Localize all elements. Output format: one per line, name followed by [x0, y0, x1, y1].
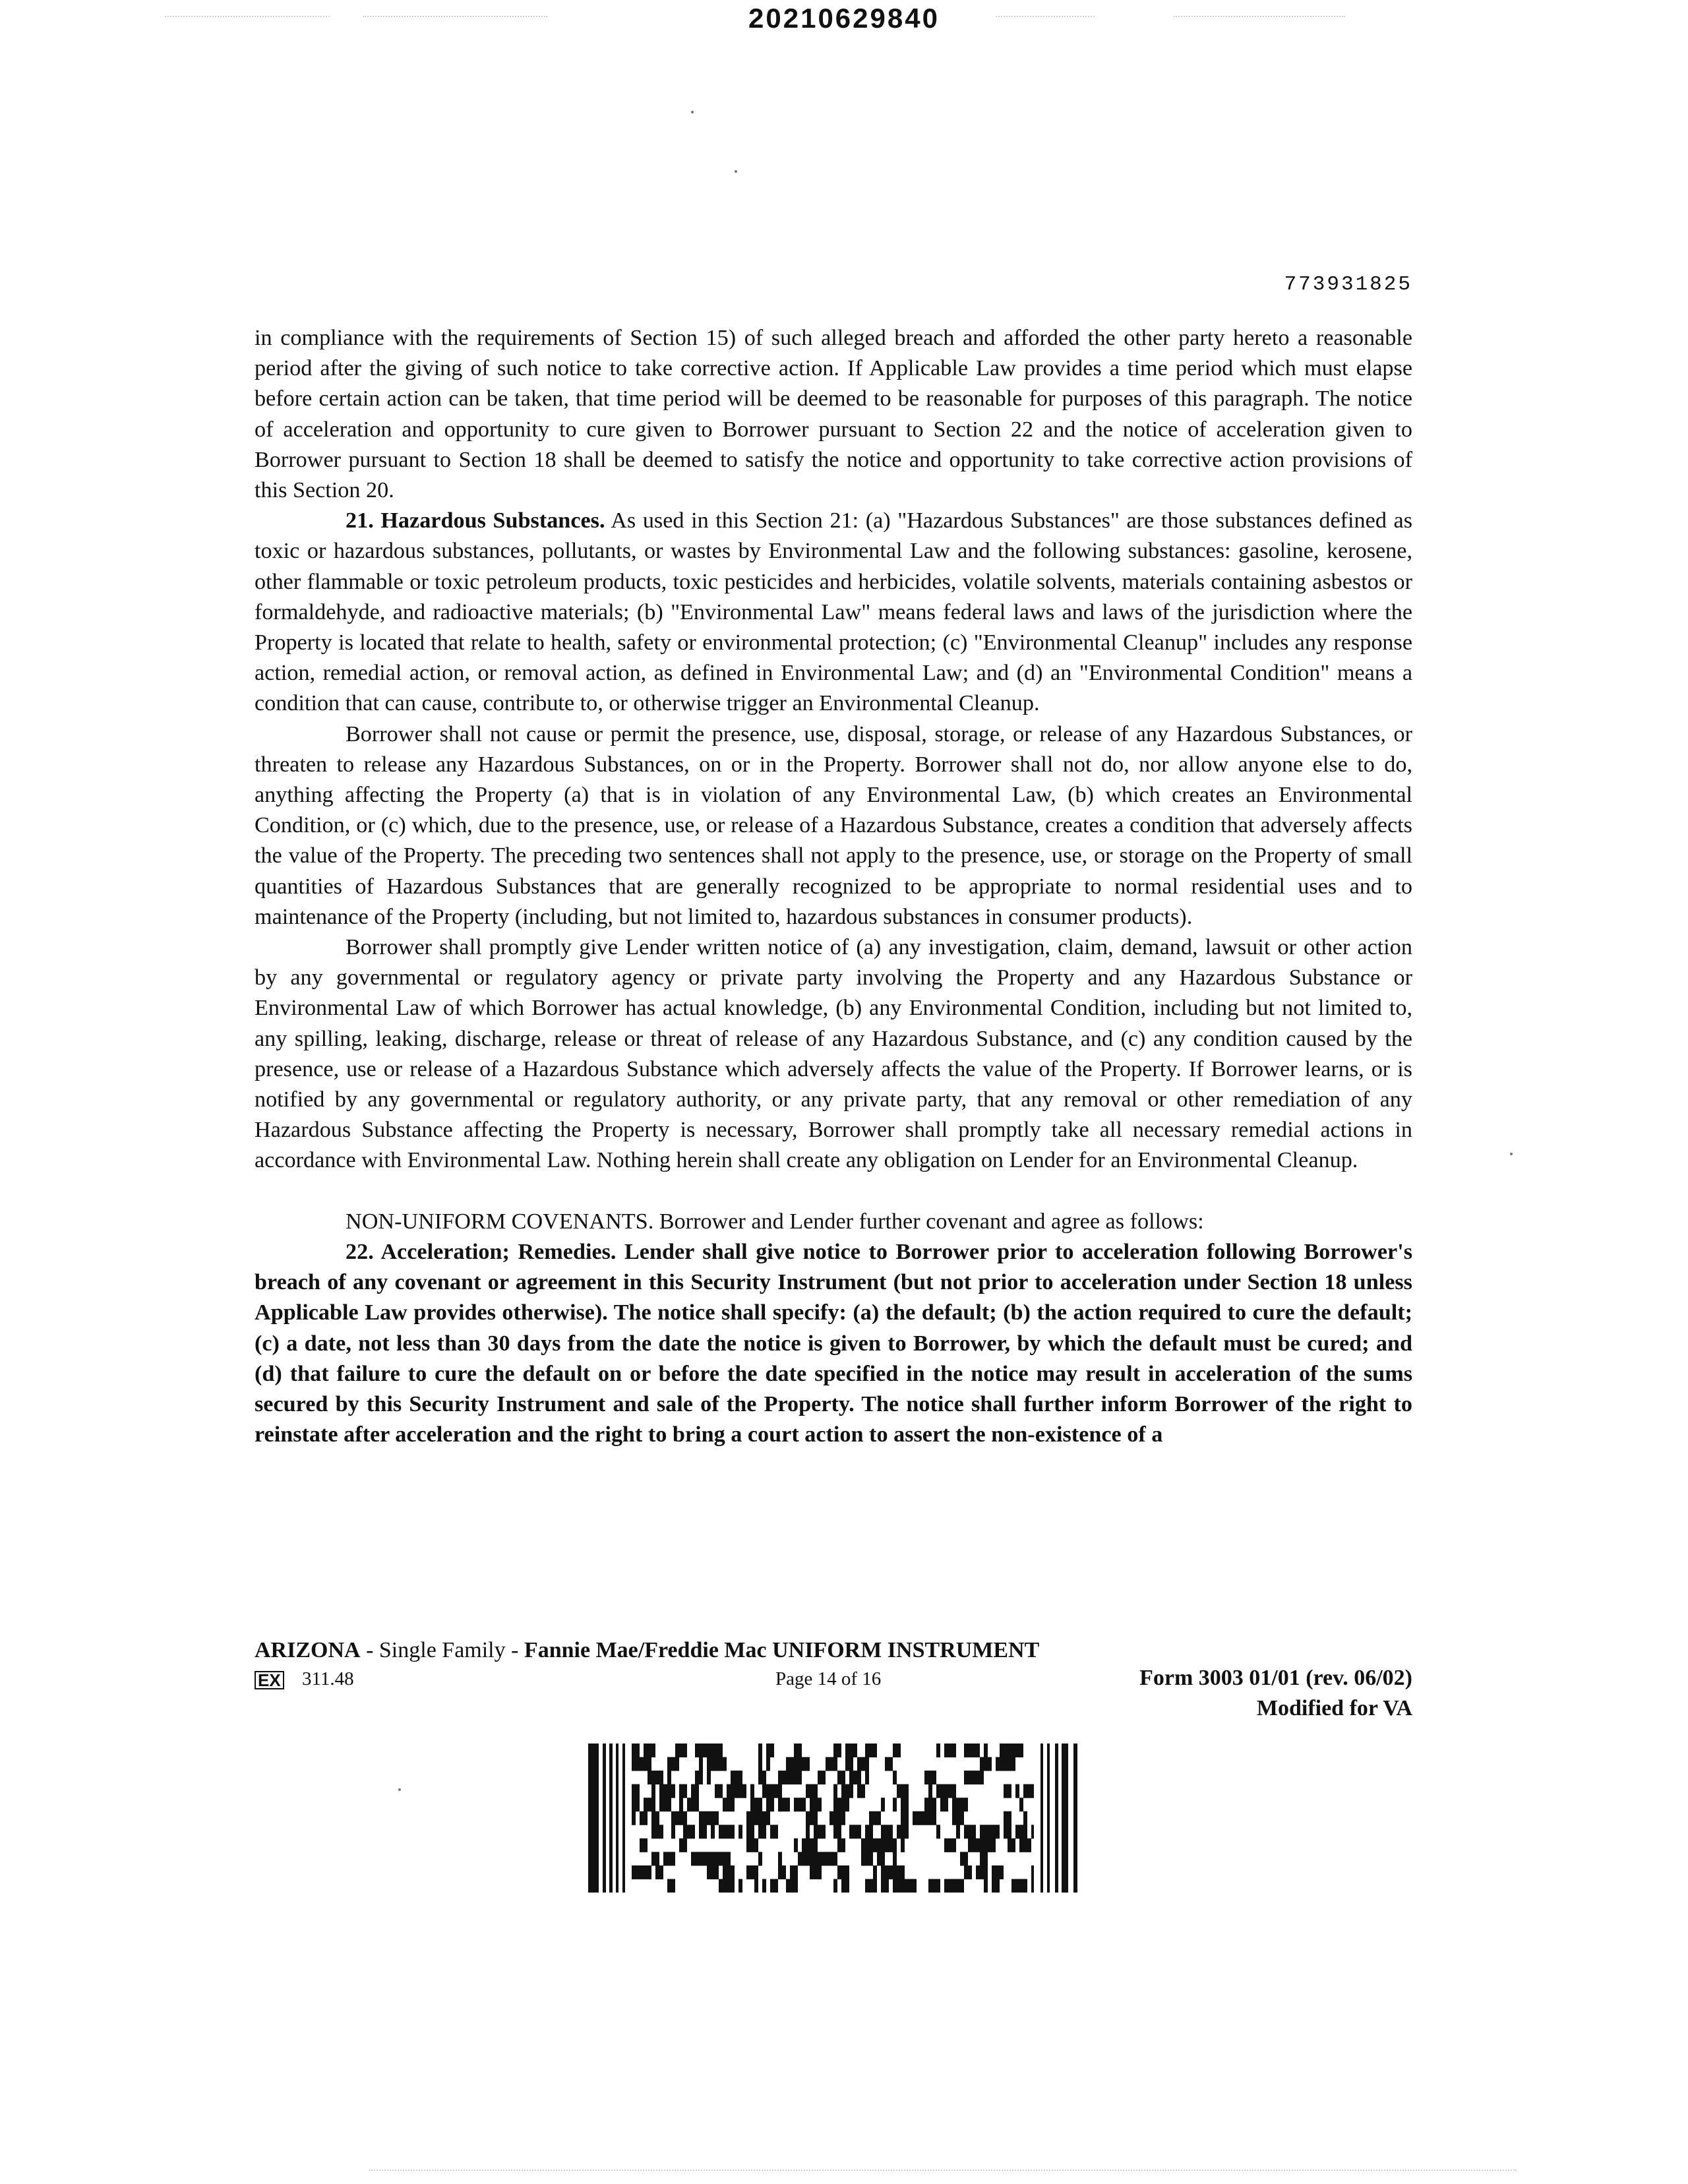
non-uniform-covenants: NON-UNIFORM COVENANTS. Borrower and Lender further covenant and agree as follows: [346, 1209, 1204, 1234]
pdf417-barcode [588, 1744, 1079, 1893]
section-20-continuation: in compliance with the requirements of Section 15) of such alleged breach and afforded the other party hereto a reasonable period after the giving of such notice to take corrective action. If Applicable Law provides a time period which must elapse before certain action can be taken, that time period will be deemed to be reasonable for purposes of this paragraph. The notice of acceleration and opportunity to cure given to Borrower pursuant to Section 22 and the notice of acceleration given to Borrower pursuant to Section 18 shall be deemed to satisfy the notice and opportunity to take corrective action provisions of this Section 20. [255, 326, 1412, 503]
ex-logo: EX [255, 1671, 284, 1689]
page-number: Page 14 of 16 [775, 1668, 882, 1689]
form-type: - Single Family - [360, 1638, 524, 1662]
scan-speck [691, 111, 694, 113]
section-21-text: As used in this Section 21: (a) "Hazardous Substances" are those substances defined as toxic or hazardous substances, pollutants, or wastes by Environmental Law and the following substances: gasoline, kerosene, other flammable or toxic petroleum products, toxic pesticides and herbicides, volatile solvents, materials containing asbestos or formaldehyde, and radioactive materials; (b) "Environmental Law" means federal laws and laws of the jurisdiction where the Property is located that relate to health, safety or environmental protection; (c) "Environmental Cleanup" includes any response action, remedial action, or removal action, as defined in Environmental Law; and (d) an "Environmental Condition" means a condition that can cause, contribute to, or otherwise trigger an Environmental Cleanup. [255, 508, 1412, 716]
form-state: ARIZONA [255, 1638, 361, 1662]
hazardous-prohibition-paragraph: Borrower shall not cause or permit the presence, use, disposal, storage, or release of any Hazardous Substances, or threaten to release any Hazardous Substances, on or in the Property. Borrower shall not do, nor allow anyone else to do, anything affecting the Property (a) that is in violation of any Environmental Law, (b) which creates an Environmental Condition, or (c) which, due to the presence, use, or release of a Hazardous Substance, creates a condition that adversely affects the value of the Property. The preceding two sentences shall not apply to the presence, use, or storage on the Property of small quantities of Hazardous Substances that are generally recognized to be appropriate to normal residential uses and to maintenance of the Property (including, but not limited to, hazardous substances in consumer products). [255, 721, 1412, 929]
form-instrument: Fannie Mae/Freddie Mac UNIFORM INSTRUMENT [524, 1638, 1040, 1662]
section-21-heading: 21. Hazardous Substances. [346, 508, 605, 533]
form-code: 311.48 [302, 1668, 354, 1689]
hazardous-notice-paragraph: Borrower shall promptly give Lender written notice of (a) any investigation, claim, demand, lawsuit or other action by any governmental or regulatory agency or private party involving the Property and any Hazardous Substance or Environmental Law of which Borrower has actual knowledge, (b) any Environmental Condition, including but not limited to, any spilling, leaking, discharge, release or threat of release of any Hazardous Substance, and (c) any condition caused by the presence, use or release of a Hazardous Substance which adversely affects the value of the Property. If Borrower learns, or is notified by any governmental or regulatory authority, or any private party, that any removal or other remediation of any Hazardous Substance affecting the Property is necessary, Borrower shall promptly take all necessary remedial actions in accordance with Environmental Law. Nothing herein shall create any obligation on Lender for an Environmental Cleanup. [255, 935, 1412, 1173]
section-21-paragraph [255, 506, 1412, 719]
form-number: Form 3003 01/01 (rev. 06/02) [1139, 1666, 1412, 1690]
form-title [255, 1638, 1039, 1663]
scan-edge [369, 2169, 1517, 2172]
section-22-paragraph: 22. Acceleration; Remedies. Lender shall give notice to Borrower prior to acceleration following Borrower's breach of any covenant or agreement in this Security Instrument (but not prior to acceleration under Section 18 unless Applicable Law provides otherwise). The notice shall specify: (a) the default; (b) the action required to cure the default; (c) a date, not less than 30 days from the date the notice is given to Borrower, by which the default must be cured; and (d) that failure to cure the default on or before the date specified in the notice may result in acceleration of the sums secured by this Security Instrument and sale of the Property. The notice shall further inform Borrower of the right to reinstate after acceleration and the right to bring a court action to assert the non-existence of a [255, 1239, 1412, 1447]
loan-number: 773931825 [1284, 273, 1412, 296]
modified-note: Modified for VA [1256, 1696, 1412, 1720]
scan-speck [735, 170, 737, 173]
scan-speck [1510, 1153, 1513, 1155]
document-body [255, 323, 1412, 1450]
scan-speck [398, 1788, 401, 1791]
recording-number: 20210629840 [748, 3, 940, 34]
